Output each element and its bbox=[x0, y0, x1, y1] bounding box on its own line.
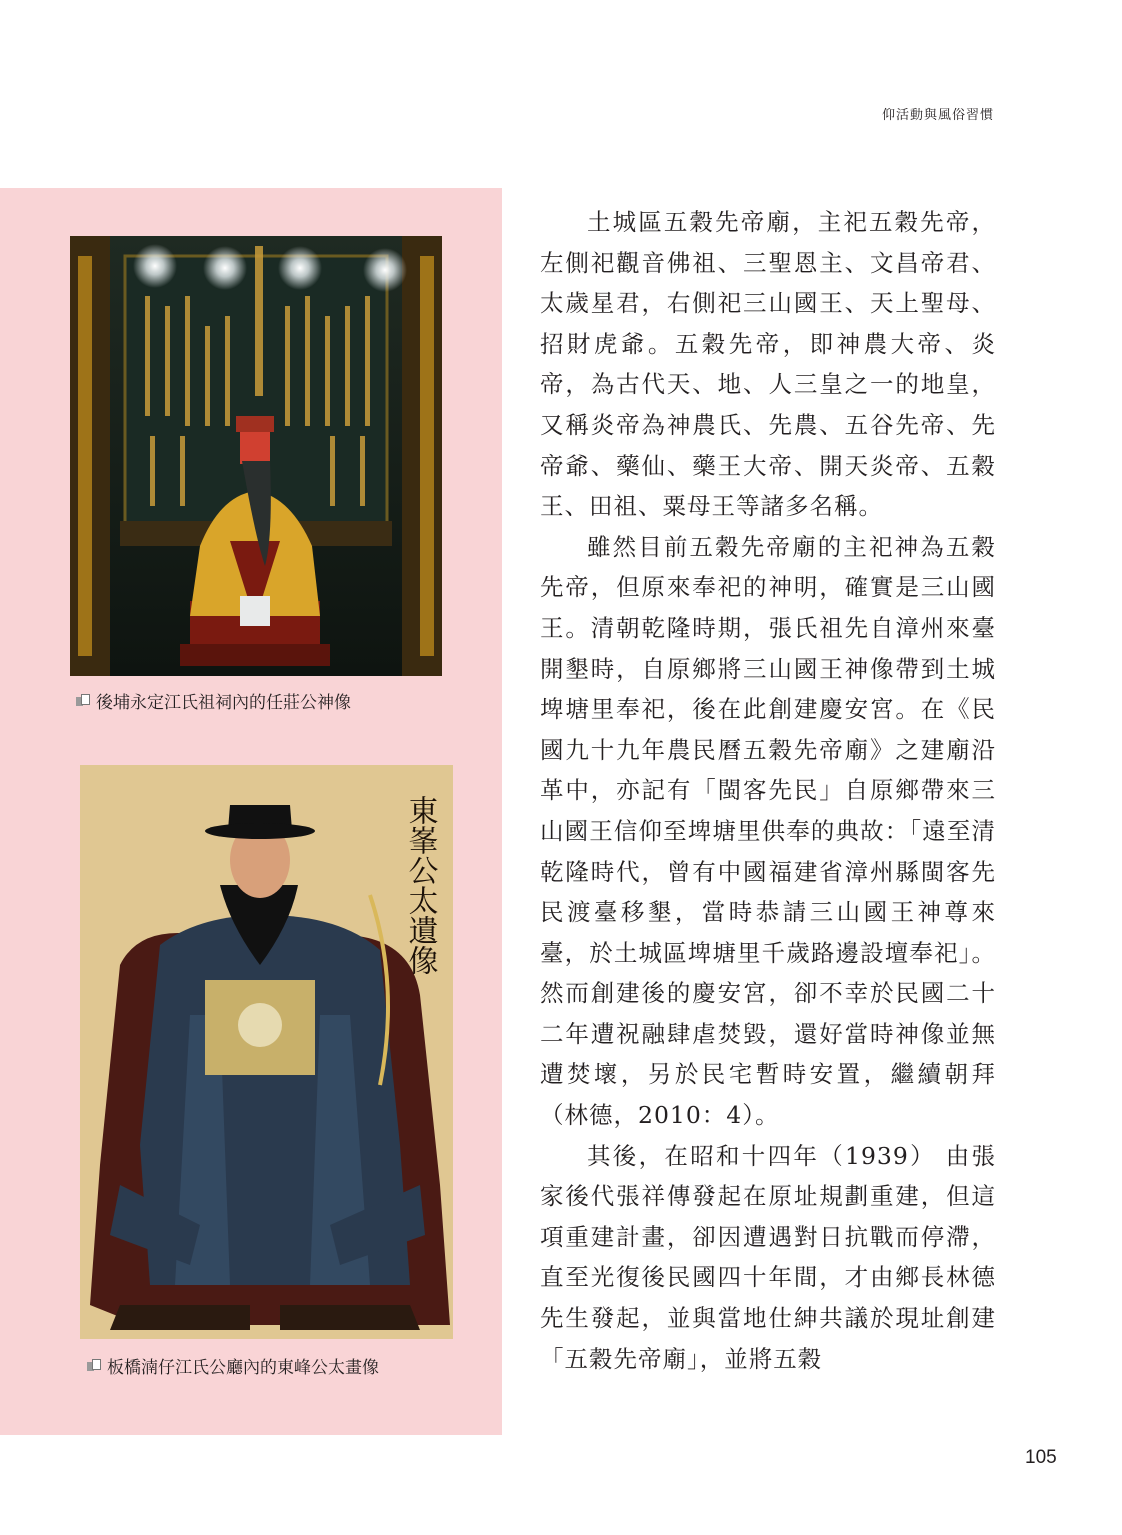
page-number: 105 bbox=[1025, 1447, 1057, 1468]
running-header: 仰活動與風俗習慣 bbox=[881, 108, 994, 123]
caption-text: 板橋湳仔江氏公廳內的東峰公太畫像 bbox=[107, 1358, 379, 1378]
figure-caption bbox=[76, 688, 351, 713]
paragraph: 雖然目前五穀先帝廟的主祀神為五穀先帝，但原來奉祀的神明，確實是三山國王。清朝乾隆時期，張氏祖先自漳州來臺開墾時，自原鄉將三山國王神像帶到土城埤塘里奉祀，後在此創建慶安宮。在《民國九十九年農民曆五穀先帝廟》之建廟沿革中，亦記有「閩客先民」自原鄉帶來三山國王信仰至埤塘里供奉的典故：「遠至清乾隆時代，曾有中國福建省漳州縣閩客先民渡臺移墾，當時恭請三山國王神尊來臺，於土城區埤塘里千歲路邊設壇奉祀」。然而創建後的慶安宮，卻不幸於民國二十二年遭祝融肆虐焚毀，還好當時神像並無遭焚壞，另於民宅暫時安置，繼續朝拜（林德，2010：4）。 bbox=[540, 532, 996, 1130]
caption-text: 後埔永定江氏祖祠內的任莊公神像 bbox=[96, 693, 351, 713]
caption-bullet-icon bbox=[87, 1359, 101, 1373]
paragraph: 土城區五穀先帝廟，主祀五穀先帝，左側祀觀音佛祖、三聖恩主、文昌帝君、太歲星君，右側祀三山國王、天上聖母、招財虎爺。五穀先帝，即神農大帝、炎帝，為古代天、地、人三皇之一的地皇，又稱炎帝為神農氏、先農、五谷先帝、先帝爺、藥仙、藥王大帝、開天炎帝、五穀王、田祖、粟母王等諸多名稱。 bbox=[540, 208, 996, 521]
article-body bbox=[540, 202, 996, 1379]
svg-text:東峯公太遺像: 東峯公太遺像 bbox=[402, 795, 438, 975]
figure-caption bbox=[87, 1353, 379, 1378]
temple-deity-statue-photo bbox=[70, 236, 442, 676]
caption-bullet-icon bbox=[76, 694, 90, 708]
ancestor-portrait-painting bbox=[80, 765, 453, 1339]
paragraph: 其後，在昭和十四年（1939） 由張家後代張祥傳發起在原址規劃重建，但這項重建計畫，卻因遭遇對日抗戰而停滯，直至光復後民國四十年間，才由鄉長林德先生發起，並與當地仕紳共議於現址創建「五穀先帝廟」，並將五穀 bbox=[540, 1141, 996, 1373]
